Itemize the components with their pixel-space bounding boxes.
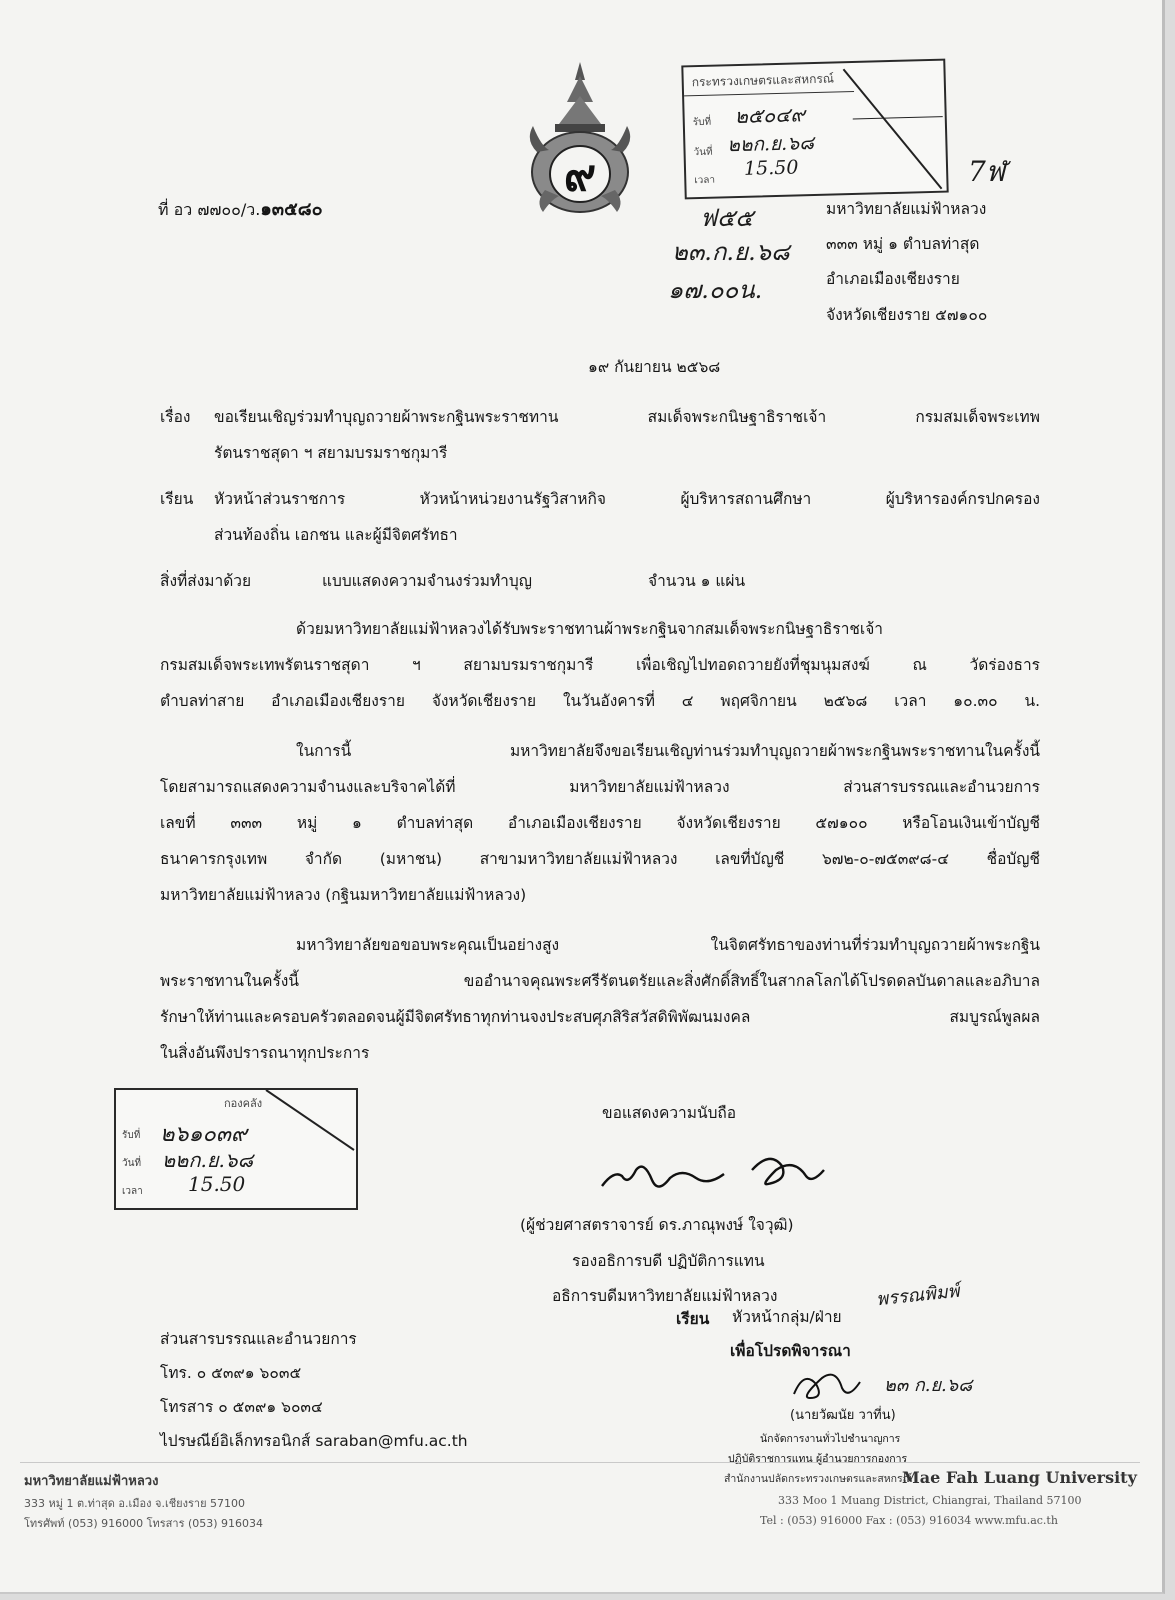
sender-address-line-2: ๓๓๓ หมู่ ๑ ตำบลท่าสุด xyxy=(826,235,980,253)
endorsement-name: (นายวัฒนัย วาที่น) xyxy=(790,1408,896,1423)
signatory-position-1: รองอธิการบดี ปฏิบัติการแทน xyxy=(572,1252,765,1270)
sender-address-line-1: มหาวิทยาลัยแม่ฟ้าหลวง xyxy=(826,200,987,218)
paragraph-1-line-1: ด้วยมหาวิทยาลัยแม่ฟ้าหลวงได้รับพระราชทานผ้าพระกฐินจากสมเด็จพระกนิษฐาธิราชเจ้า xyxy=(296,620,884,638)
subject-line-1: ขอเรียนเชิญร่วมทำบุญถวายผ้าพระกฐินพระราชทาน สมเด็จพระกนิษฐาธิราชเจ้า กรมสมเด็จพระเทพ xyxy=(214,408,1040,426)
paragraph-2-line-2: โดยสามารถแสดงความจำนงและบริจาคได้ที่ มหาวิทยาลัยแม่ฟ้าหลวง ส่วนสารบรรณและอำนวยการ xyxy=(160,778,1040,796)
handwritten-note-1: ฟ๕๕ xyxy=(700,204,754,232)
reference-prefix: ที่ อว ๗๗๐๐/ว. xyxy=(158,200,261,219)
paragraph-3-line-2: พระราชทานในครั้งนี้ ขออำนาจคุณพระศรีรัตนตรัยและสิ่งศักดิ์สิทธิ์ในสากลโลกได้โปรดดลบันดาลและอภิบาล xyxy=(160,972,1040,990)
reference-number xyxy=(158,194,323,223)
endorsement-title-1: นักจัดการงานทั่วไปชำนาญการ xyxy=(760,1433,901,1445)
closing-phrase: ขอแสดงความนับถือ xyxy=(602,1104,737,1122)
contact-phone: โทร. ๐ ๕๓๙๑ ๖๐๓๕ xyxy=(160,1364,302,1382)
endorsement-handwritten-name: พรรณพิมพ์ xyxy=(875,1280,961,1311)
paragraph-1-line-2: กรมสมเด็จพระเทพรัตนราชสุดา ฯ สยามบรมราชกุมารี เพื่อเชิญไปทอดถวายยังที่ชุมนุมสงฆ์ ณ วัดร่องธาร xyxy=(160,656,1040,674)
stamp-bottom-received-number: ๒๖๑๐๓๙ xyxy=(160,1122,248,1147)
stamp-bottom-label-time: เวลา xyxy=(122,1186,143,1197)
stamp-bottom-header: กองคลัง xyxy=(224,1097,263,1110)
stamp-date-handwritten: ๒๒ก.ย.๖๘ xyxy=(727,132,815,157)
footer-english-phone: Tel : (053) 916000 Fax : (053) 916034 www.mfu.ac.th xyxy=(760,1514,1058,1527)
stamp-time-handwritten: 15.50 xyxy=(743,156,799,180)
recipient-line-1: หัวหน้าส่วนราชการ หัวหน้าหน่วยงานรัฐวิสาหกิจ ผู้บริหารสถานศึกษา ผู้บริหารองค์กรปกครอง xyxy=(214,490,1040,508)
footer-english-name: Mae Fah Luang University xyxy=(902,1468,1137,1487)
letter-date: ๑๙ กันยายน ๒๕๖๘ xyxy=(588,358,721,376)
signatory-position-2: อธิการบดีมหาวิทยาลัยแม่ฟ้าหลวง xyxy=(552,1287,778,1305)
paragraph-2-line-1: ในการนี้ มหาวิทยาลัยจึงขอเรียนเชิญท่านร่วมทำบุญถวายผ้าพระกฐินพระราชทานในครั้งนี้ xyxy=(296,742,1040,760)
footer-thai-name: มหาวิทยาลัยแม่ฟ้าหลวง xyxy=(24,1474,159,1489)
stamp-bottom-label-date: วันที่ xyxy=(122,1158,142,1169)
sender-address-line-4: จังหวัดเชียงราย ๕๗๑๐๐ xyxy=(826,306,988,324)
enclosure-label: สิ่งที่ส่งมาด้วย xyxy=(160,572,252,590)
stamp-label-date: วันที่ xyxy=(693,146,713,159)
stamp-bottom-diagonal-line xyxy=(116,1090,356,1208)
recipient-label: เรียน xyxy=(160,490,194,508)
endorsement-to-label: เรียน xyxy=(676,1310,710,1328)
endorsement-date: ๒๓ ก.ย.๖๘ xyxy=(884,1375,973,1396)
endorsement-purpose: เพื่อโปรดพิจารณา xyxy=(730,1342,851,1360)
paragraph-1-line-3: ตำบลท่าสาย อำเภอเมืองเชียงราย จังหวัดเชียงราย ในวันอังคารที่ ๔ พฤศจิกายน ๒๕๖๘ เวลา ๑๐.๓๐ น. xyxy=(160,692,1040,710)
footer-divider xyxy=(20,1462,1140,1463)
paragraph-3-line-4: ในสิ่งอันพึงปรารถนาทุกประการ xyxy=(160,1044,370,1062)
paragraph-2-line-3: เลขที่ ๓๓๓ หมู่ ๑ ตำบลท่าสุด อำเภอเมืองเชียงราย จังหวัดเชียงราย ๕๗๑๐๐ หรือโอนเงินเข้าบัญชี xyxy=(160,814,1040,832)
stamp-bottom-time-handwritten: 15.50 xyxy=(188,1172,246,1196)
reference-number-value: ๑๓๕๘๐ xyxy=(260,199,323,220)
svg-text:๙: ๙ xyxy=(563,150,597,201)
paragraph-3-line-1: มหาวิทยาลัยขอขอบพระคุณเป็นอย่างสูง ในจิตศรัทธาของท่านที่ร่วมทำบุญถวายผ้าพระกฐิน xyxy=(296,936,1040,954)
handwritten-note-3: ๑๗.๐๐น. xyxy=(668,276,763,304)
recipient-line-2: ส่วนท้องถิ่น เอกชน และผู้มีจิตศรัทธา xyxy=(214,526,458,544)
signature xyxy=(592,1140,832,1204)
sender-address-line-3: อำเภอเมืองเชียงราย xyxy=(826,270,960,288)
enclosure-item: แบบแสดงความจำนงร่วมทำบุญ xyxy=(322,572,532,590)
stamp-label-received: รับที่ xyxy=(692,116,712,129)
handwritten-note-2: ๒๓.ก.ย.๖๘ xyxy=(672,238,790,266)
stamp-bottom-date-handwritten: ๒๒ก.ย.๖๘ xyxy=(162,1148,254,1172)
stamp-label-time: เวลา xyxy=(694,174,716,187)
subject-label: เรื่อง xyxy=(160,408,191,426)
stamp-diagonal-line xyxy=(683,61,946,198)
paragraph-2-line-4: ธนาคารกรุงเทพ จำกัด (มหาชน) สาขามหาวิทยาลัยแม่ฟ้าหลวง เลขที่บัญชี ๖๗๒-๐-๗๕๓๙๘-๔ ชื่อบัญชี xyxy=(160,850,1040,868)
royal-emblem xyxy=(515,60,645,220)
contact-email: ไปรษณีย์อิเล็กทรอนิกส์ saraban@mfu.ac.th xyxy=(160,1432,468,1450)
endorsement-title-3: สำนักงานปลัดกระทรวงเกษตรและสหกรณ์ xyxy=(724,1473,913,1485)
paragraph-3-line-3: รักษาให้ท่านและครอบครัวตลอดจนผู้มีจิตศรัทธาทุกท่านจงประสบศุภสิริสวัสดิพิพัฒนมงคล สมบูรณ์พูลผล xyxy=(160,1008,1040,1026)
footer-thai-phone: โทรศัพท์ (053) 916000 โทรสาร (053) 916034 xyxy=(24,1517,264,1530)
endorsement-title-2: ปฏิบัติราชการแทน ผู้อำนวยการกองการ xyxy=(728,1453,908,1465)
receipt-stamp-bottom xyxy=(114,1088,358,1210)
stamp-received-number: ๒๕๐๔๙ xyxy=(734,102,806,129)
handwritten-corner-note: 7ฬ xyxy=(968,155,1005,188)
contact-fax: โทรสาร ๐ ๕๓๙๑ ๖๐๓๔ xyxy=(160,1398,323,1416)
contact-department: ส่วนสารบรรณและอำนวยการ xyxy=(160,1330,357,1348)
enclosure-count: จำนวน ๑ แผ่น xyxy=(648,572,746,590)
stamp-header: กระทรวงเกษตรและสหกรณ์ xyxy=(691,71,835,90)
endorsement-to-text: หัวหน้ากลุ่ม/ฝ่าย xyxy=(732,1308,842,1326)
stamp-bottom-label-received: รับที่ xyxy=(122,1130,141,1141)
signatory-name: (ผู้ช่วยศาสตราจารย์ ดร.ภาณุพงษ์ ใจวุฒิ) xyxy=(520,1216,794,1234)
footer-thai-address: 333 หมู่ 1 ต.ท่าสุด อ.เมือง จ.เชียงราย 57100 xyxy=(24,1497,245,1510)
paragraph-2-line-5: มหาวิทยาลัยแม่ฟ้าหลวง (กฐินมหาวิทยาลัยแม่ฟ้าหลวง) xyxy=(160,886,527,904)
subject-line-2: รัตนราชสุดา ฯ สยามบรมราชกุมารี xyxy=(214,444,448,462)
footer-english-address: 333 Moo 1 Muang District, Chiangrai, Thailand 57100 xyxy=(778,1494,1082,1507)
receipt-stamp-top xyxy=(681,59,948,200)
